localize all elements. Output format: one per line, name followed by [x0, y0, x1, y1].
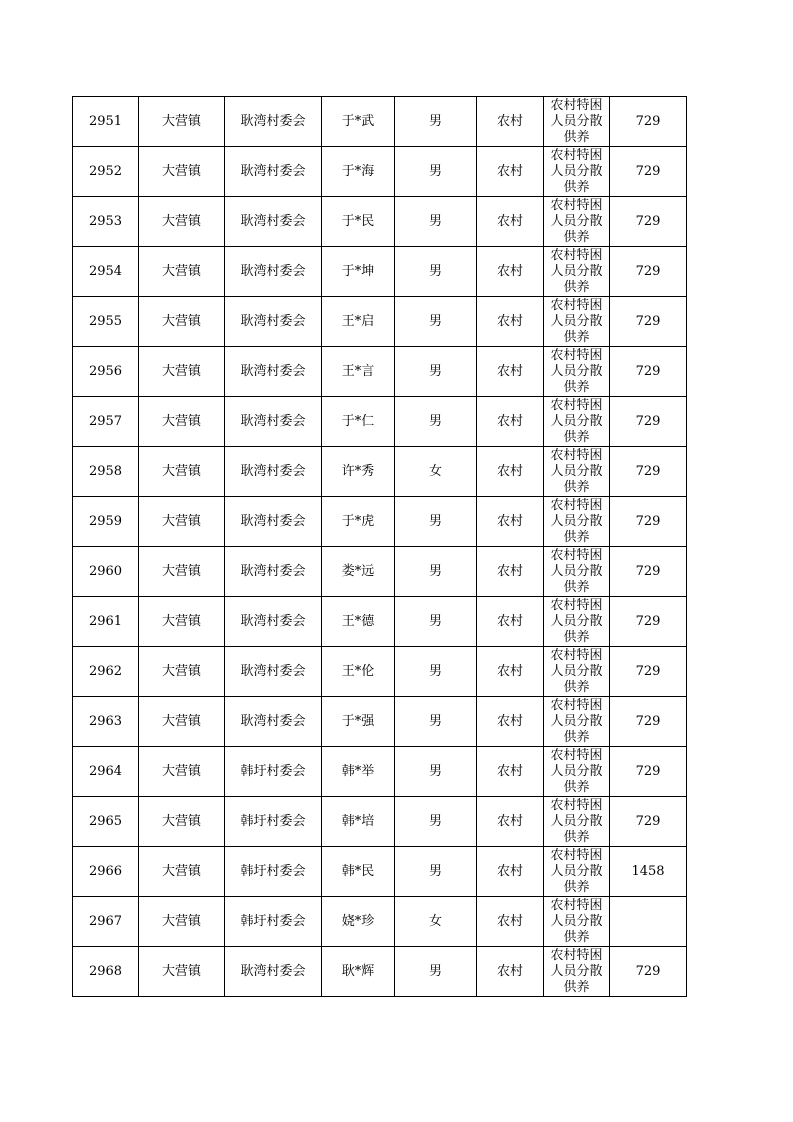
- cell-town: 大营镇: [139, 897, 225, 947]
- cell-amount: 729: [610, 747, 687, 797]
- cell-town: 大营镇: [139, 297, 225, 347]
- cell-gender: 男: [395, 147, 477, 197]
- support-type-text: 农村特困人员分散供养: [550, 448, 603, 495]
- cell-area: 农村: [477, 247, 544, 297]
- cell-village: 韩圩村委会: [225, 897, 322, 947]
- table-row: [73, 547, 687, 597]
- cell-village: 耿湾村委会: [225, 247, 322, 297]
- cell-amount: 729: [610, 547, 687, 597]
- cell-id: 2963: [73, 697, 139, 747]
- cell-support-type: [544, 747, 610, 797]
- cell-amount: 729: [610, 797, 687, 847]
- cell-amount: 729: [610, 197, 687, 247]
- cell-id: 2962: [73, 647, 139, 697]
- table-row: [73, 197, 687, 247]
- cell-name: 许*秀: [322, 447, 395, 497]
- cell-support-type: [544, 597, 610, 647]
- cell-support-type: [544, 647, 610, 697]
- cell-amount: 1458: [610, 847, 687, 897]
- table-row: [73, 497, 687, 547]
- cell-town: 大营镇: [139, 447, 225, 497]
- cell-id: 2951: [73, 97, 139, 147]
- cell-village: 韩圩村委会: [225, 747, 322, 797]
- cell-support-type: [544, 197, 610, 247]
- cell-id: 2960: [73, 547, 139, 597]
- cell-area: 农村: [477, 497, 544, 547]
- cell-gender: 男: [395, 247, 477, 297]
- cell-id: 2958: [73, 447, 139, 497]
- cell-name: 于*强: [322, 697, 395, 747]
- cell-id: 2968: [73, 947, 139, 997]
- cell-id: 2954: [73, 247, 139, 297]
- cell-town: 大营镇: [139, 247, 225, 297]
- cell-id: 2956: [73, 347, 139, 397]
- cell-amount: 729: [610, 647, 687, 697]
- cell-town: 大营镇: [139, 597, 225, 647]
- cell-name: 韩*举: [322, 747, 395, 797]
- cell-name: 娆*珍: [322, 897, 395, 947]
- cell-amount: 729: [610, 697, 687, 747]
- cell-name: 韩*培: [322, 797, 395, 847]
- cell-amount: 729: [610, 597, 687, 647]
- cell-gender: 男: [395, 547, 477, 597]
- cell-gender: 男: [395, 947, 477, 997]
- cell-name: 于*武: [322, 97, 395, 147]
- cell-support-type: [544, 347, 610, 397]
- cell-village: 耿湾村委会: [225, 397, 322, 447]
- cell-gender: 男: [395, 397, 477, 447]
- cell-area: 农村: [477, 547, 544, 597]
- cell-town: 大营镇: [139, 847, 225, 897]
- cell-village: 耿湾村委会: [225, 647, 322, 697]
- cell-area: 农村: [477, 947, 544, 997]
- records-table: [72, 96, 687, 997]
- support-type-text: 农村特困人员分散供养: [550, 548, 603, 595]
- cell-amount: 729: [610, 147, 687, 197]
- cell-area: 农村: [477, 597, 544, 647]
- cell-town: 大营镇: [139, 497, 225, 547]
- cell-name: 于*仁: [322, 397, 395, 447]
- cell-name: 娄*远: [322, 547, 395, 597]
- table-row: [73, 347, 687, 397]
- cell-area: 农村: [477, 447, 544, 497]
- cell-area: 农村: [477, 897, 544, 947]
- cell-name: 王*启: [322, 297, 395, 347]
- support-type-text: 农村特困人员分散供养: [550, 698, 603, 745]
- cell-gender: 男: [395, 347, 477, 397]
- cell-name: 于*海: [322, 147, 395, 197]
- table-row: [73, 797, 687, 847]
- cell-amount: 729: [610, 347, 687, 397]
- cell-id: 2959: [73, 497, 139, 547]
- cell-support-type: [544, 97, 610, 147]
- support-type-text: 农村特困人员分散供养: [550, 298, 603, 345]
- cell-village: 耿湾村委会: [225, 347, 322, 397]
- cell-town: 大营镇: [139, 797, 225, 847]
- cell-village: 耿湾村委会: [225, 547, 322, 597]
- cell-gender: 男: [395, 847, 477, 897]
- cell-gender: 男: [395, 597, 477, 647]
- cell-town: 大营镇: [139, 197, 225, 247]
- cell-support-type: [544, 947, 610, 997]
- cell-name: 于*民: [322, 197, 395, 247]
- cell-area: 农村: [477, 397, 544, 447]
- cell-town: 大营镇: [139, 647, 225, 697]
- cell-amount: 729: [610, 297, 687, 347]
- cell-town: 大营镇: [139, 547, 225, 597]
- support-type-text: 农村特困人员分散供养: [550, 948, 603, 995]
- table-row: [73, 597, 687, 647]
- table-row: [73, 247, 687, 297]
- table-row: [73, 747, 687, 797]
- cell-village: 耿湾村委会: [225, 597, 322, 647]
- cell-village: 耿湾村委会: [225, 297, 322, 347]
- support-type-text: 农村特困人员分散供养: [550, 248, 603, 295]
- cell-area: 农村: [477, 97, 544, 147]
- cell-area: 农村: [477, 347, 544, 397]
- cell-support-type: [544, 797, 610, 847]
- cell-support-type: [544, 297, 610, 347]
- cell-support-type: [544, 547, 610, 597]
- cell-name: 王*言: [322, 347, 395, 397]
- table-row: [73, 847, 687, 897]
- cell-village: 耿湾村委会: [225, 947, 322, 997]
- cell-village: 耿湾村委会: [225, 147, 322, 197]
- cell-town: 大营镇: [139, 347, 225, 397]
- cell-town: 大营镇: [139, 947, 225, 997]
- cell-village: 耿湾村委会: [225, 97, 322, 147]
- cell-village: 韩圩村委会: [225, 797, 322, 847]
- support-type-text: 农村特困人员分散供养: [550, 598, 603, 645]
- cell-support-type: [544, 397, 610, 447]
- cell-town: 大营镇: [139, 97, 225, 147]
- table-row: [73, 947, 687, 997]
- cell-gender: 男: [395, 697, 477, 747]
- cell-amount: 729: [610, 947, 687, 997]
- cell-support-type: [544, 847, 610, 897]
- cell-gender: 男: [395, 197, 477, 247]
- cell-area: 农村: [477, 297, 544, 347]
- support-type-text: 农村特困人员分散供养: [550, 398, 603, 445]
- cell-gender: 女: [395, 447, 477, 497]
- cell-name: 耿*辉: [322, 947, 395, 997]
- table-row: [73, 297, 687, 347]
- cell-area: 农村: [477, 697, 544, 747]
- cell-support-type: [544, 697, 610, 747]
- cell-village: 耿湾村委会: [225, 497, 322, 547]
- cell-area: 农村: [477, 847, 544, 897]
- cell-area: 农村: [477, 147, 544, 197]
- table-row: [73, 647, 687, 697]
- cell-name: 韩*民: [322, 847, 395, 897]
- cell-name: 于*坤: [322, 247, 395, 297]
- cell-name: 于*虎: [322, 497, 395, 547]
- cell-gender: 男: [395, 747, 477, 797]
- cell-village: 韩圩村委会: [225, 847, 322, 897]
- cell-support-type: [544, 447, 610, 497]
- support-type-text: 农村特困人员分散供养: [550, 148, 603, 195]
- cell-support-type: [544, 497, 610, 547]
- cell-area: 农村: [477, 797, 544, 847]
- cell-id: 2953: [73, 197, 139, 247]
- cell-id: 2967: [73, 897, 139, 947]
- table-row: [73, 97, 687, 147]
- cell-gender: 男: [395, 797, 477, 847]
- support-type-text: 农村特困人员分散供养: [550, 898, 603, 945]
- cell-amount: 729: [610, 247, 687, 297]
- cell-town: 大营镇: [139, 697, 225, 747]
- support-type-text: 农村特困人员分散供养: [550, 98, 603, 145]
- cell-id: 2955: [73, 297, 139, 347]
- cell-village: 耿湾村委会: [225, 197, 322, 247]
- cell-support-type: [544, 147, 610, 197]
- cell-amount: 729: [610, 497, 687, 547]
- cell-gender: 男: [395, 497, 477, 547]
- support-type-text: 农村特困人员分散供养: [550, 648, 603, 695]
- cell-area: 农村: [477, 197, 544, 247]
- table-row: [73, 447, 687, 497]
- cell-area: 农村: [477, 647, 544, 697]
- table-row: [73, 147, 687, 197]
- cell-gender: 男: [395, 97, 477, 147]
- cell-support-type: [544, 897, 610, 947]
- cell-id: 2964: [73, 747, 139, 797]
- cell-town: 大营镇: [139, 747, 225, 797]
- cell-name: 王*伦: [322, 647, 395, 697]
- cell-id: 2966: [73, 847, 139, 897]
- support-type-text: 农村特困人员分散供养: [550, 848, 603, 895]
- table-row: [73, 697, 687, 747]
- cell-name: 王*德: [322, 597, 395, 647]
- cell-id: 2961: [73, 597, 139, 647]
- cell-amount: 729: [610, 97, 687, 147]
- cell-support-type: [544, 247, 610, 297]
- cell-area: 农村: [477, 747, 544, 797]
- cell-gender: 女: [395, 897, 477, 947]
- records-table-body: [73, 97, 687, 997]
- cell-village: 耿湾村委会: [225, 447, 322, 497]
- cell-gender: 男: [395, 647, 477, 697]
- cell-amount: 729: [610, 447, 687, 497]
- table-row: [73, 897, 687, 947]
- cell-id: 2965: [73, 797, 139, 847]
- cell-id: 2952: [73, 147, 139, 197]
- table-row: [73, 397, 687, 447]
- cell-village: 耿湾村委会: [225, 697, 322, 747]
- support-type-text: 农村特困人员分散供养: [550, 798, 603, 845]
- support-type-text: 农村特困人员分散供养: [550, 498, 603, 545]
- cell-gender: 男: [395, 297, 477, 347]
- cell-town: 大营镇: [139, 397, 225, 447]
- cell-amount: 729: [610, 397, 687, 447]
- support-type-text: 农村特困人员分散供养: [550, 748, 603, 795]
- cell-town: 大营镇: [139, 147, 225, 197]
- support-type-text: 农村特困人员分散供养: [550, 348, 603, 395]
- cell-amount: [610, 897, 687, 947]
- cell-id: 2957: [73, 397, 139, 447]
- support-type-text: 农村特困人员分散供养: [550, 198, 603, 245]
